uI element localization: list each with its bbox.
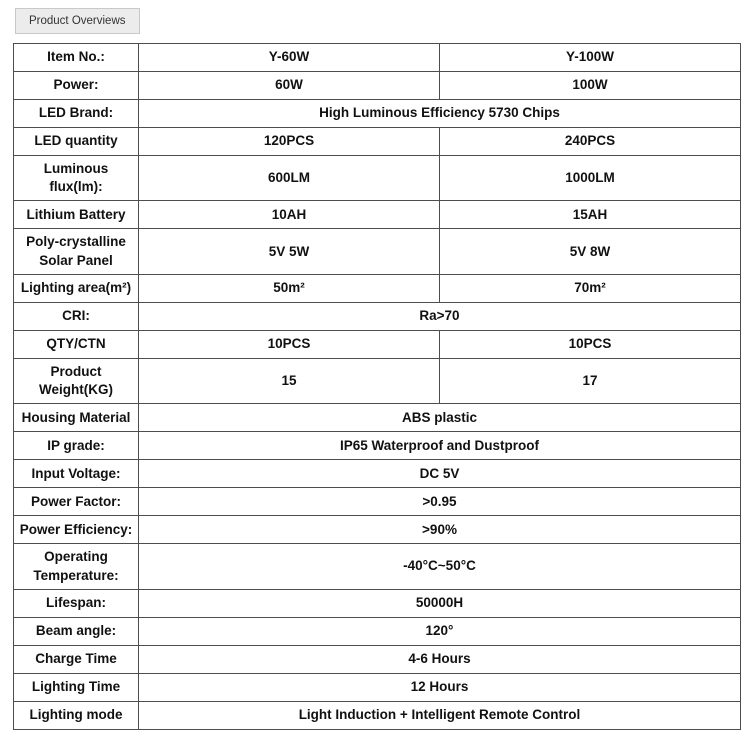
tab-label: Product Overviews — [29, 15, 126, 27]
spec-value: 50000H — [139, 589, 741, 617]
table-row — [14, 460, 741, 488]
table-row — [14, 330, 741, 358]
table-row — [14, 44, 741, 72]
spec-label: Lifespan: — [14, 589, 139, 617]
spec-value: >90% — [139, 516, 741, 544]
spec-value: -40°C~50°C — [139, 544, 741, 589]
spec-value: 120PCS — [139, 128, 440, 156]
table-row — [14, 302, 741, 330]
spec-label: Housing Material — [14, 404, 139, 432]
spec-label: Operating Temperature: — [14, 544, 139, 589]
table-row — [14, 156, 741, 201]
spec-label: Beam angle: — [14, 617, 139, 645]
spec-value: DC 5V — [139, 460, 741, 488]
spec-label: Lighting Time — [14, 673, 139, 701]
spec-label: CRI: — [14, 302, 139, 330]
spec-label: Power Factor: — [14, 488, 139, 516]
spec-label: Power Efficiency: — [14, 516, 139, 544]
spec-label: Lighting mode — [14, 701, 139, 729]
spec-label: Item No.: — [14, 44, 139, 72]
spec-value: 12 Hours — [139, 673, 741, 701]
spec-label: IP grade: — [14, 432, 139, 460]
spec-value: Light Induction + Intelligent Remote Control — [139, 701, 741, 729]
spec-value: 600LM — [139, 156, 440, 201]
spec-value: Y-60W — [139, 44, 440, 72]
spec-value: 10AH — [139, 201, 440, 229]
table-row — [14, 404, 741, 432]
spec-label: Charge Time — [14, 645, 139, 673]
table-row — [14, 645, 741, 673]
table-row — [14, 229, 741, 274]
spec-value: 240PCS — [440, 128, 741, 156]
spec-value: 60W — [139, 72, 440, 100]
table-row — [14, 100, 741, 128]
spec-value: 10PCS — [440, 330, 741, 358]
table-row — [14, 673, 741, 701]
spec-value: Ra>70 — [139, 302, 741, 330]
table-row — [14, 701, 741, 729]
spec-label: Lighting area(m²) — [14, 274, 139, 302]
spec-value: 4-6 Hours — [139, 645, 741, 673]
spec-value: High Luminous Efficiency 5730 Chips — [139, 100, 741, 128]
table-row — [14, 589, 741, 617]
table-row — [14, 358, 741, 403]
spec-value: 120° — [139, 617, 741, 645]
spec-value: ABS plastic — [139, 404, 741, 432]
spec-value: 100W — [440, 72, 741, 100]
spec-value: 5V 8W — [440, 229, 741, 274]
spec-value: 17 — [440, 358, 741, 403]
spec-value: 10PCS — [139, 330, 440, 358]
spec-value: IP65 Waterproof and Dustproof — [139, 432, 741, 460]
spec-label: QTY/CTN — [14, 330, 139, 358]
spec-value: 70m² — [440, 274, 741, 302]
table-row — [14, 72, 741, 100]
spec-value: 15 — [139, 358, 440, 403]
table-row — [14, 201, 741, 229]
spec-label: Input Voltage: — [14, 460, 139, 488]
table-row — [14, 488, 741, 516]
spec-table — [13, 43, 741, 730]
spec-label: Poly-crystalline Solar Panel — [14, 229, 139, 274]
spec-label: Product Weight(KG) — [14, 358, 139, 403]
spec-value: Y-100W — [440, 44, 741, 72]
table-row — [14, 544, 741, 589]
tab-product-overviews[interactable] — [15, 8, 140, 34]
spec-value: >0.95 — [139, 488, 741, 516]
spec-value: 50m² — [139, 274, 440, 302]
table-row — [14, 432, 741, 460]
spec-label: Luminous flux(lm): — [14, 156, 139, 201]
spec-label: LED Brand: — [14, 100, 139, 128]
table-row — [14, 516, 741, 544]
spec-value: 5V 5W — [139, 229, 440, 274]
table-row — [14, 128, 741, 156]
spec-value: 1000LM — [440, 156, 741, 201]
table-row — [14, 617, 741, 645]
spec-label: Lithium Battery — [14, 201, 139, 229]
table-row — [14, 274, 741, 302]
spec-value: 15AH — [440, 201, 741, 229]
spec-label: Power: — [14, 72, 139, 100]
spec-label: LED quantity — [14, 128, 139, 156]
